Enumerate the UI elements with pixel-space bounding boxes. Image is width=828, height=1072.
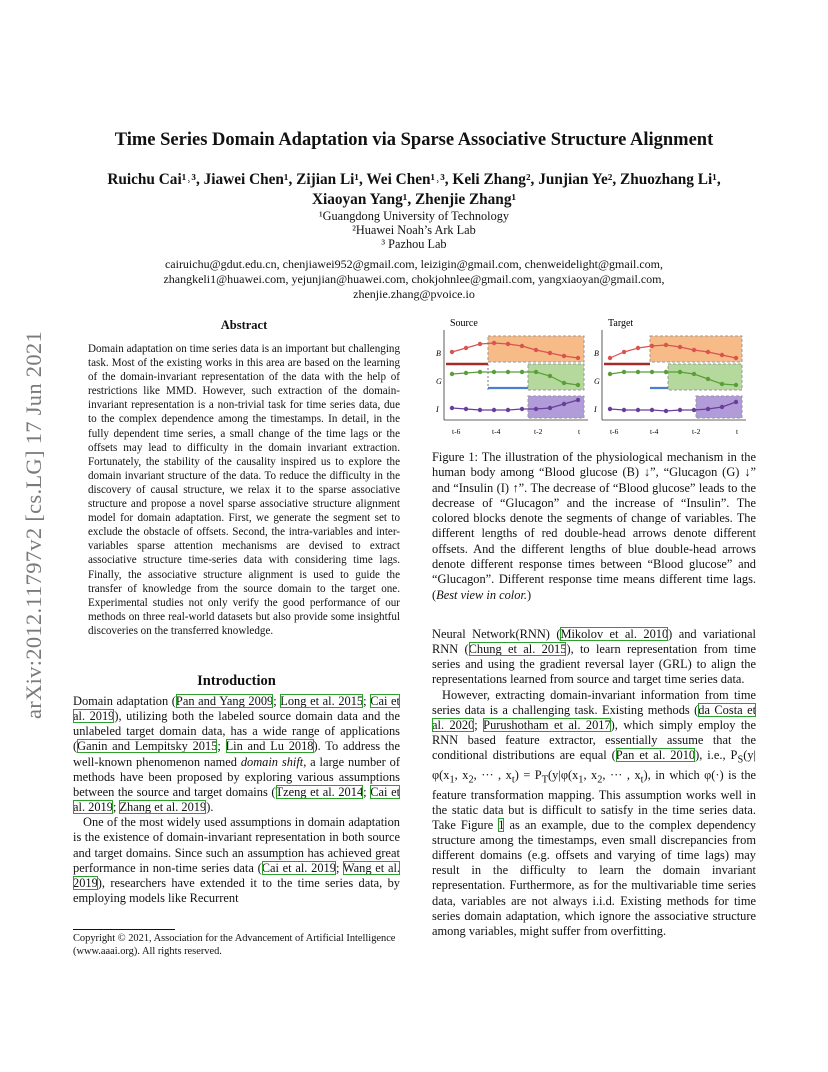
arxiv-watermark: [14, 290, 54, 760]
citation-link[interactable]: da Costa et al. 2020: [432, 702, 757, 732]
affiliation-3: ³ Pazhou Lab: [381, 237, 447, 252]
arxiv-id: arXiv:2012.11797v2 [cs.LG] 17 Jun 2021: [21, 330, 46, 720]
svg-text:t: t: [736, 427, 739, 436]
svg-text:I: I: [594, 405, 597, 414]
svg-text:t-6: t-6: [452, 427, 461, 436]
citation-link[interactable]: Cai et al. 2019: [261, 860, 336, 875]
affiliations: [80, 209, 748, 252]
introduction-body: [73, 694, 400, 906]
right-column-body: [432, 627, 756, 939]
authors-line-2: Xiaoyan Yang¹, Zhenjie Zhang¹: [311, 191, 517, 208]
target-label: Target: [608, 318, 634, 329]
svg-text:t-2: t-2: [692, 427, 701, 436]
row-label-i: I: [436, 405, 439, 414]
row-label-g: G: [436, 377, 442, 386]
copyright-footnote: Copyright © 2021, Association for the Advancement of Artificial Intelligence (www.aaai.org). All rights reserved.: [73, 933, 396, 957]
svg-text:B: B: [594, 349, 599, 358]
figure-reference-link[interactable]: 1: [498, 817, 505, 832]
svg-text:t-6: t-6: [610, 427, 619, 436]
citation-link[interactable]: Zhang et al. 2019: [119, 800, 207, 815]
author-list: [80, 170, 748, 210]
green-segment-block: [528, 364, 584, 390]
citation-link[interactable]: Cai et al. 2019: [73, 784, 401, 815]
citation-link[interactable]: Chung et al. 2015: [468, 642, 567, 657]
introduction-heading: Introduction: [197, 673, 276, 689]
orange-segment-block: [650, 336, 742, 362]
figure-1: [430, 312, 760, 442]
paper-title: Time Series Domain Adaptation via Sparse Associative Structure Alignment: [114, 130, 714, 150]
source-label: Source: [450, 318, 478, 329]
citation-link[interactable]: Mikolov et al. 2010: [560, 627, 669, 641]
abstract-heading: Abstract: [220, 318, 268, 332]
target-panel: [593, 318, 746, 436]
citation-link[interactable]: Tzeng et al. 2014: [275, 784, 364, 799]
citation-link[interactable]: Pan et al. 2010: [615, 748, 696, 763]
intro-paragraph-2: One of the most widely used assumptions in domain adaptation is the existence of domain-invariant representation in both source and target domains. Since such an assumption has achieved great performance in non-time series data (Cai et al. 2019; Wang et al. 2019), researchers have extended it to the time series data, by employing models like Recurrent: [73, 815, 400, 906]
svg-text:t: t: [578, 427, 581, 436]
source-panel: [435, 318, 588, 436]
figure-1-caption: Figure 1: The illustration of the physiological mechanism in the human body among “Blood glucose (B) ↓”, “Glucagon (G) ↓” and “Insulin (I) ↑”. The decrease of “Blood glucose” leads to the decrease of “Glucagon” and the increase of “Insulin”. The colored blocks denote the segments of change of variables. The different lengths of red double-head arrows denote different offsets. And the different lengths of blue double-head arrows denote different response times between “Blood glucose” and “Glucagon”. Different response time means different time lags. (Best view in color.): [432, 450, 756, 602]
svg-text:t-2: t-2: [534, 427, 543, 436]
intro-paragraph-1: Domain adaptation (Pan and Yang 2009; Long et al. 2015; Cai et al. 2019), utilizing both the labeled source domain data and the unlabeled target domain data, has a wide range of applications (Ganin and Lempitsky 2015; Lin and Lu 2018). To address the well-known phenomenon named domain shift, a large number of methods have been proposed by exploring various assumptions between the source and target domains (Tzeng et al. 2014; Cai et al. 2019; Zhang et al. 2019).: [73, 694, 401, 815]
citation-link[interactable]: Ganin and Lempitsky 2015: [77, 739, 218, 754]
email-line-2: zhangkeli1@huawei.com, yejunjian@huawei.com, chokjohnlee@gmail.com, yangxiaoyan@gmail.com,: [163, 272, 665, 286]
right-paragraph-2: However, extracting domain-invariant information from time series data is a challenging task. Existing methods (da Costa et al. 2020; Purushotham et al. 2017), which simply employ the RNN based feature extractor, essentially assume that the conditional distributions are equal (Pan et al. 2010), i.e., $P_S(y|\varphi(x_1$, $x_2$, ··· , $x_t) = P_T(y|\varphi(x_1$, $x_2$, ··· , $x_t$), in which φ(·) is the feature transformation mapping. This assumption works well in the static data but is difficult to satisfy in the time series data. Take Figure 1 as an example, due to the complex dependency structure among the timestamps, even small discrepancies from different domains (e.g. offsets and varying of time lags) may result in the difficulty to learn the domain invariant representation. Furthermore, as for the multivariable time series data, variables are not always i.i.d. Existing methods for time series domain adaptation, which ignore the associative structure among variables, might suffer from overfitting.: [432, 687, 757, 938]
email-line-1: cairuichu@gdut.edu.cn, chenjiawei952@gmail.com, leizigin@gmail.com, chenweidelight@gmail.com,: [164, 257, 664, 271]
row-label-b: B: [436, 349, 441, 358]
green-segment-block: [668, 364, 742, 390]
affiliation-2: ²Huawei Noah’s Ark Lab: [352, 223, 476, 238]
authors-line-1: Ruichu Cai¹˒³, Jiawei Chen¹, Zijian Li¹, Wei Chen¹˒³, Keli Zhang², Junjian Ye², Zhuozhang Li¹,: [107, 171, 721, 188]
citation-link[interactable]: Cai et al. 2019: [73, 694, 400, 724]
citation-link[interactable]: Long et al. 2015: [280, 694, 364, 708]
email-line-3: zhenjie.zhang@pvoice.io: [353, 287, 475, 301]
footnote-rule: [73, 929, 175, 930]
email-list: [80, 257, 748, 302]
citation-link[interactable]: Wang et al. 2019: [73, 860, 400, 890]
svg-text:t-4: t-4: [492, 427, 501, 436]
svg-text:G: G: [594, 377, 600, 386]
citation-link[interactable]: Lin and Lu 2018: [225, 739, 314, 754]
svg-text:t-4: t-4: [650, 427, 659, 436]
right-paragraph-1: Neural Network(RNN) (Mikolov et al. 2010) and variational RNN (Chung et al. 2015), to learn representation from time series and using the gradient reversal layer (GRL) to align the representations learned from source and target time series data.: [432, 627, 757, 687]
affiliation-1: ¹Guangdong University of Technology: [318, 209, 510, 223]
citation-link[interactable]: Purushotham et al. 2017: [483, 717, 611, 732]
citation-link[interactable]: Pan and Yang 2009: [175, 694, 274, 708]
abstract-body: Domain adaptation on time series data is an important but challenging task. Most of the existing works in this area are based on the learning of the domain-invariant representation of the data with the help of restrictions like MMD. However, such extraction of the domain-invariant representation is a non-trivial task for time series data, due to the complex dependence among the timestamps. In detail, in the fully dependent time series, a small change of the time lags or the offsets may lead to difficulty in the domain invariant extraction. Fortunately, the stability of the causality inspired us to explore the domain invariant structure of the data. To reduce the difficulty in the discovery of causal structure, we relax it to the sparse associative structure and propose a novel sparse associative structure alignment model for domain adaptation. First, we generate the segment set to exclude the obstacle of offsets. Second, the intra-variables and inter-variables sparse attention mechanisms are devised to extract associative structure time-series data with considering time lags. Finally, the associative structure alignment is used to guide the transfer of knowledge from the source domain to the target one. Experimental studies not only verify the good performance of our methods on three real-world datasets but also provide some insightful discoveries on the transferred knowledge.: [88, 343, 400, 637]
